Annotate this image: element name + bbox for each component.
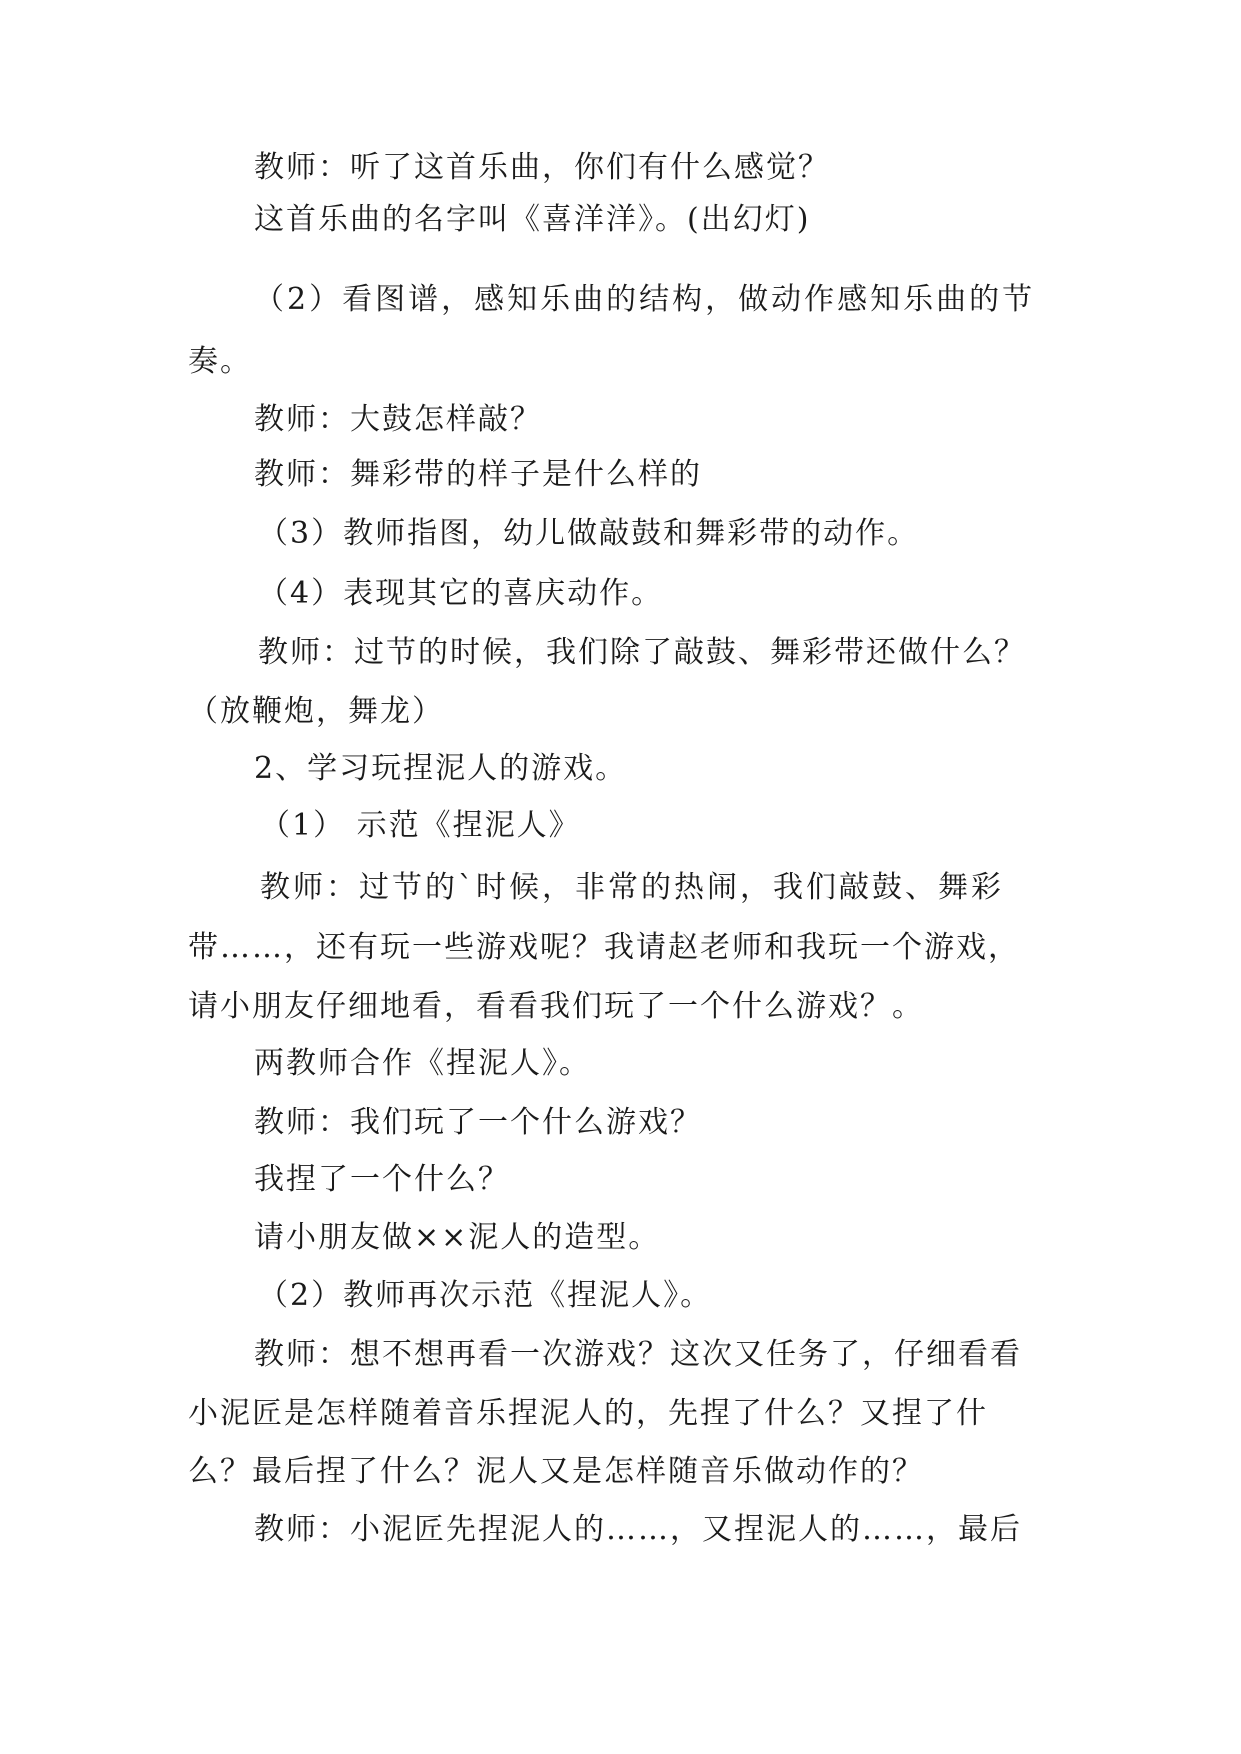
paragraph-line: 请小朋友仔细地看，看看我们玩了一个什么游戏？。 — [188, 989, 924, 1024]
paragraph-line: 教师：过节的`时候，非常的热闹，我们敲鼓、舞彩 — [260, 870, 1004, 905]
paragraph-line: 我捏了一个什么？ — [254, 1162, 510, 1197]
paragraph-line: （放鞭炮，舞龙） — [188, 694, 444, 729]
paragraph-line: 小泥匠是怎样随着音乐捏泥人的，先捏了什么？又捏了什 — [188, 1396, 988, 1431]
paragraph-line: 教师：小泥匠先捏泥人的……，又捏泥人的……，最后 — [254, 1512, 1022, 1547]
paragraph-line: 教师：想不想再看一次游戏？这次又任务了，仔细看看 — [254, 1337, 1022, 1372]
paragraph-line: 两教师合作《捏泥人》。 — [254, 1046, 591, 1081]
paragraph-line: 教师：我们玩了一个什么游戏？ — [254, 1105, 702, 1140]
paragraph-line: （2）看图谱，感知乐曲的结构，做动作感知乐曲的节 — [254, 282, 1036, 317]
paragraph-line: 奏。 — [188, 344, 252, 379]
paragraph-line: （4）表现其它的喜庆动作。 — [258, 576, 664, 611]
paragraph-line: 教师：过节的时候，我们除了敲鼓、舞彩带还做什么？ — [258, 635, 1026, 670]
paragraph-line: （1） 示范《捏泥人》 — [260, 808, 581, 843]
paragraph-line: 2、学习玩捏泥人的游戏。 — [254, 751, 628, 786]
paragraph-line: 这首乐曲的名字叫《喜洋洋》。(出幻灯) — [254, 202, 811, 237]
paragraph-line: （2）教师再次示范《捏泥人》。 — [258, 1278, 713, 1313]
paragraph-line: （3）教师指图，幼儿做敲鼓和舞彩带的动作。 — [258, 516, 920, 551]
paragraph-line: 教师：大鼓怎样敲？ — [254, 402, 542, 437]
paragraph-line: 么？最后捏了什么？泥人又是怎样随音乐做动作的？ — [188, 1454, 924, 1489]
paragraph-line: 请小朋友做××泥人的造型。 — [254, 1220, 661, 1255]
paragraph-line: 教师：听了这首乐曲，你们有什么感觉？ — [254, 150, 830, 185]
paragraph-line: 教师：舞彩带的样子是什么样的 — [254, 457, 702, 492]
paragraph-line: 带……，还有玩一些游戏呢？我请赵老师和我玩一个游戏， — [188, 930, 1020, 965]
